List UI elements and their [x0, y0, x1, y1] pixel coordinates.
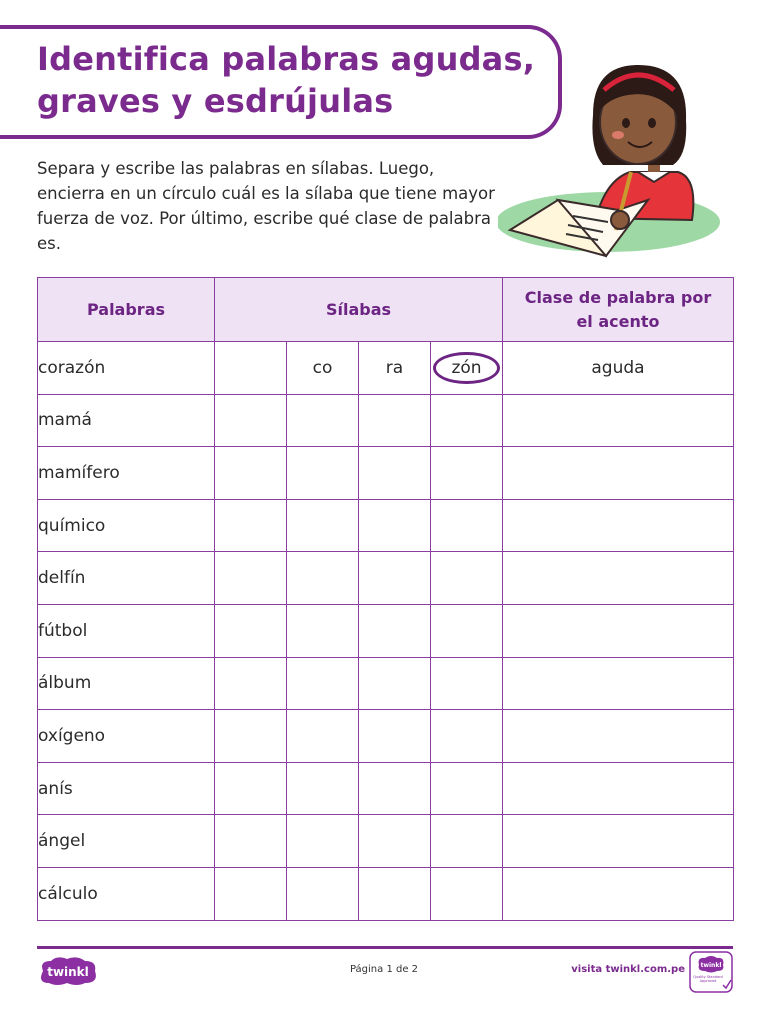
syllable-cell[interactable] — [431, 867, 503, 920]
quality-badge — [689, 951, 733, 993]
class-cell[interactable] — [503, 604, 734, 657]
class-cell[interactable] — [503, 447, 734, 500]
syllable-cell[interactable] — [431, 762, 503, 815]
logo-text: twinkl — [47, 965, 89, 979]
instructions-text: Separa y escribe las palabras en sílabas. Luego, encierra en un círculo cuál es la sílaba que tiene mayor fuerza de voz. Por último, escribe qué clase de palabra es. — [37, 159, 495, 253]
syllable-cell[interactable] — [287, 657, 359, 710]
syllable-cell[interactable] — [359, 815, 431, 868]
class-cell[interactable] — [503, 394, 734, 447]
syllable-cell[interactable] — [215, 552, 287, 605]
word-cell: cálculo — [38, 867, 215, 920]
syllable-cell[interactable] — [431, 657, 503, 710]
syllable-cell[interactable] — [215, 394, 287, 447]
header-class — [503, 278, 734, 342]
example-word: corazón — [38, 342, 215, 395]
syllable-cell[interactable] — [287, 394, 359, 447]
syllable-cell[interactable] — [215, 657, 287, 710]
badge-brand: twinkl — [700, 962, 722, 969]
syllable-cell[interactable] — [359, 394, 431, 447]
page-number: Página 1 de 2 — [349, 964, 419, 975]
footer-divider — [37, 946, 733, 949]
syllable-cell[interactable] — [359, 657, 431, 710]
table-row — [38, 815, 734, 868]
syllable-cell[interactable] — [287, 867, 359, 920]
syllable-cell[interactable] — [287, 552, 359, 605]
stressed-syllable-circle: zón — [433, 352, 499, 384]
syllable-cell[interactable] — [215, 604, 287, 657]
syllable-cell[interactable] — [431, 710, 503, 763]
title-line-1: Identifica palabras agudas, — [37, 40, 536, 78]
word-cell: ángel — [38, 815, 215, 868]
table-row — [38, 394, 734, 447]
syllable-cell[interactable] — [215, 499, 287, 552]
syllable-cell[interactable] — [359, 710, 431, 763]
syllable-cell[interactable] — [431, 447, 503, 500]
syllable-cell[interactable] — [215, 762, 287, 815]
word-cell: mamá — [38, 394, 215, 447]
table-row — [38, 710, 734, 763]
header-class-label: Clase de palabra por el acento — [524, 287, 712, 331]
syllable-cell[interactable] — [215, 342, 287, 395]
syllable-cell[interactable] — [431, 815, 503, 868]
class-cell[interactable] — [503, 815, 734, 868]
worksheet-table — [37, 277, 734, 921]
class-cell[interactable] — [503, 762, 734, 815]
syllable-cell[interactable] — [431, 499, 503, 552]
table-row — [38, 447, 734, 500]
table-row — [38, 499, 734, 552]
syllable-cell[interactable] — [431, 552, 503, 605]
syllable-cell[interactable] — [287, 604, 359, 657]
table-row — [38, 762, 734, 815]
syllable-cell[interactable] — [359, 762, 431, 815]
syllable-cell[interactable] — [287, 710, 359, 763]
class-cell[interactable] — [503, 867, 734, 920]
syllable-cell[interactable] — [431, 604, 503, 657]
word-cell: álbum — [38, 657, 215, 710]
syllable-cell[interactable] — [359, 867, 431, 920]
table-row — [38, 657, 734, 710]
word-cell: mamífero — [38, 447, 215, 500]
class-cell[interactable] — [503, 657, 734, 710]
class-cell[interactable] — [503, 710, 734, 763]
syllable-cell[interactable]: ra — [359, 342, 431, 395]
syllable-cell[interactable] — [287, 762, 359, 815]
syllable-cell[interactable] — [431, 394, 503, 447]
class-cell[interactable] — [503, 552, 734, 605]
girl-writing-illustration — [498, 60, 726, 265]
title-line-2: graves y esdrújulas — [37, 82, 394, 120]
syllable-cell[interactable] — [359, 499, 431, 552]
word-cell: anís — [38, 762, 215, 815]
table-header-row — [38, 278, 734, 342]
syllable-cell[interactable] — [215, 867, 287, 920]
word-cell: oxígeno — [38, 710, 215, 763]
header-syllables: Sílabas — [215, 278, 503, 342]
header-words: Palabras — [38, 278, 215, 342]
class-cell[interactable] — [503, 499, 734, 552]
class-cell[interactable]: aguda — [503, 342, 734, 395]
syllable-cell[interactable] — [287, 447, 359, 500]
syllable-cell[interactable] — [215, 710, 287, 763]
syllable-cell[interactable] — [359, 552, 431, 605]
syllable-cell[interactable] — [359, 604, 431, 657]
syllable-cell[interactable] — [359, 447, 431, 500]
word-cell: fútbol — [38, 604, 215, 657]
syllable-cell[interactable]: co — [287, 342, 359, 395]
word-cell: delfín — [38, 552, 215, 605]
syllable-cell[interactable] — [215, 447, 287, 500]
syllable-cell[interactable] — [287, 499, 359, 552]
syllable-cell[interactable] — [215, 815, 287, 868]
syllable-cell-circled[interactable] — [431, 342, 503, 395]
page-title — [37, 38, 557, 122]
badge-text: Quality Standard Approved — [693, 975, 723, 983]
word-cell: químico — [38, 499, 215, 552]
syllable-cell[interactable] — [287, 815, 359, 868]
table-row — [38, 604, 734, 657]
table-row — [38, 867, 734, 920]
example-row — [38, 342, 734, 395]
table-row — [38, 552, 734, 605]
visit-link[interactable]: visita twinkl.com.pe — [571, 964, 685, 975]
